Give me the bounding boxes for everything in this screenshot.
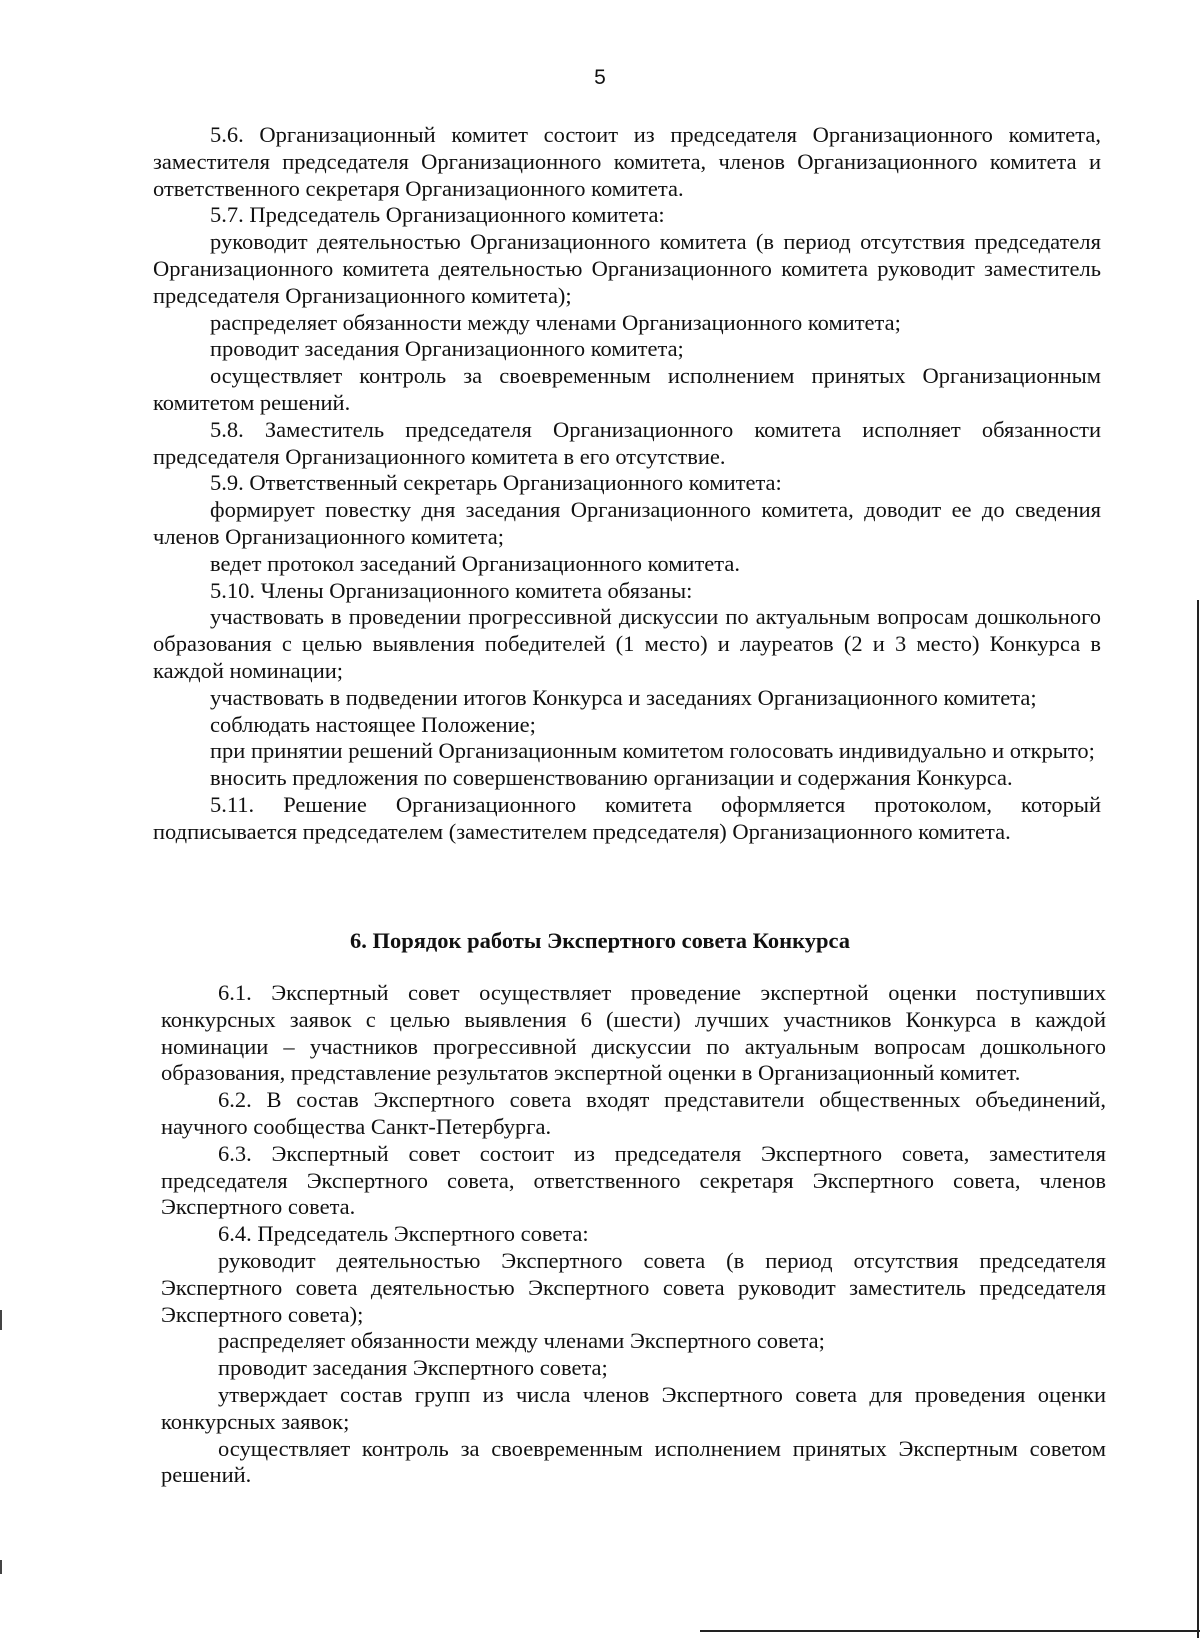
list-item: формирует повестку дня заседания Организационного комитета, доводит ее до сведения членов Организационного комитета; (153, 497, 1101, 549)
section-6-body (161, 980, 1106, 1489)
list-item: вносить предложения по совершенствованию организации и содержания Конкурса. (210, 765, 1013, 791)
list-item: осуществляет контроль за своевременным исполнением принятых Организационным комитетом решений. (153, 363, 1101, 415)
list-item: участвовать в подведении итогов Конкурса и заседаниях Организационного комитета; (210, 684, 1037, 710)
section-6-heading: 6. Порядок работы Экспертного совета Конкурса (349, 928, 851, 953)
list-item: руководит деятельностью Экспертного совета (в период отсутствия председателя Экспертного совета деятельностью Экспертного совета руководит заместитель председателя Экспертного совета); (161, 1247, 1106, 1327)
paragraph-6-1: 6.1. Экспертный совет осуществляет проведение экспертной оценки поступивших конкурсных заявок с целью выявления 6 (шести) лучших участников Конкурса в каждой номинации – участников прогрессивной дискуссии по актуальным вопросам дошкольного образования, представление результатов экспертной оценки в Организационный комитет. (161, 980, 1106, 1086)
paragraph-5-6: 5.6. Организационный комитет состоит из председателя Организационного комитета, заместителя председателя Организационного комитета, членов Организационного комитета и ответственного секретаря Организационного комитета. (153, 122, 1101, 201)
paragraph-5-9: 5.9. Ответственный секретарь Организационного комитета: (210, 470, 782, 496)
paragraph-6-4: 6.4. Председатель Экспертного совета: (218, 1221, 589, 1247)
paragraph-5-10: 5.10. Члены Организационного комитета обязаны: (210, 577, 693, 603)
paragraph-5-11: 5.11. Решение Организационного комитета оформляется протоколом, который подписывается председателем (заместителем председателя) Организационного комитета. (153, 791, 1101, 844)
section-5-body (153, 122, 1101, 846)
list-item: осуществляет контроль за своевременным исполнением принятых Экспертным советом решений. (161, 1435, 1106, 1488)
list-item: распределяет обязанности между членами Организационного комитета; (210, 309, 901, 335)
page-number: 5 (594, 66, 606, 89)
paragraph-5-7: 5.7. Председатель Организационного комитета: (210, 202, 665, 228)
list-item: проводит заседания Организационного комитета; (210, 336, 684, 362)
list-item: руководит деятельностью Организационного комитета (в период отсутствия председателя Организационного комитета деятельностью Организационного комитета руководит заместитель председателя Организационного комитета); (153, 229, 1101, 308)
scan-edge-line (1197, 600, 1199, 1638)
scan-edge-line (700, 1630, 1200, 1632)
scan-mark (0, 1560, 2, 1574)
list-item: проводит заседания Экспертного совета; (218, 1355, 608, 1381)
list-item: ведет протокол заседаний Организационного комитета. (210, 550, 741, 576)
list-item: распределяет обязанности между членами Экспертного совета; (218, 1328, 825, 1354)
list-item: участвовать в проведении прогрессивной дискуссии по актуальным вопросам дошкольного образования с целью выявления победителей (1 место) и лауреатов (2 и 3 место) Конкурса в каждой номинации; (153, 604, 1101, 683)
list-item: утверждает состав групп из числа членов Экспертного совета для проведения оценки конкурсных заявок; (161, 1381, 1106, 1434)
list-item: соблюдать настоящее Положение; (210, 711, 536, 737)
paragraph-6-2: 6.2. В состав Экспертного совета входят представители общественных объединений, научного сообщества Санкт-Петербурга. (161, 1087, 1106, 1139)
list-item: при принятии решений Организационным комитетом голосовать индивидуально и открыто; (210, 738, 1095, 764)
scan-mark (0, 1310, 2, 1330)
paragraph-5-8: 5.8. Заместитель председателя Организационного комитета исполняет обязанности председателя Организационного комитета в его отсутствие. (153, 416, 1101, 469)
paragraph-6-3: 6.3. Экспертный совет состоит из председателя Экспертного совета, заместителя председателя Экспертного совета, ответственного секретаря Экспертного совета, членов Экспертного совета. (161, 1140, 1106, 1220)
